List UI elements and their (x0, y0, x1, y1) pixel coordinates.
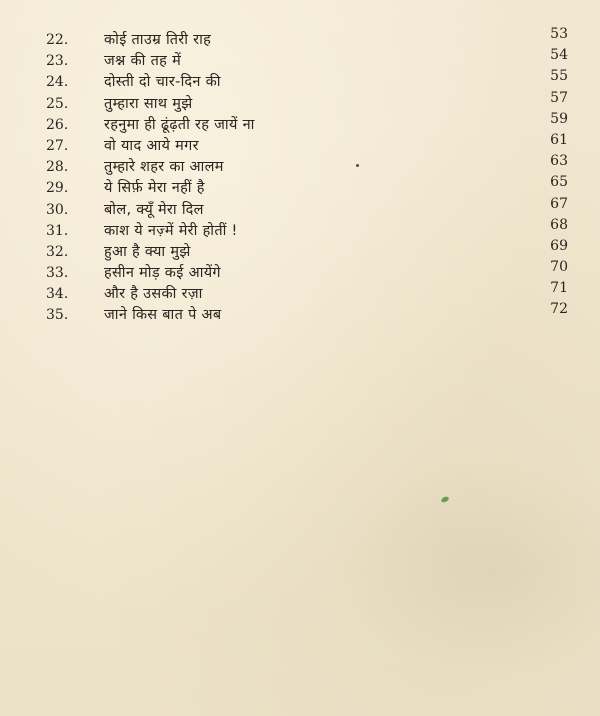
toc-entry (46, 26, 578, 51)
entry-title: हसीन मोड़ कई आयेंगे (104, 265, 221, 282)
toc-entry (46, 68, 578, 93)
entry-title: हुआ है क्या मुझे (104, 243, 191, 260)
entry-page-number: 68 (550, 216, 568, 233)
entry-number: 22. (46, 32, 69, 48)
toc-entry (46, 174, 578, 199)
entry-number: 28. (46, 159, 69, 176)
entry-title: कोई ताउम्र तिरी राह (104, 32, 212, 48)
ink-speck (356, 164, 359, 167)
entry-number: 35. (46, 307, 69, 324)
table-of-contents (46, 26, 578, 327)
entry-number: 29. (46, 180, 69, 197)
entry-page-number: 53 (550, 26, 568, 42)
entry-number: 32. (46, 243, 69, 260)
toc-entry (46, 237, 578, 263)
toc-entry (46, 280, 578, 305)
entry-title: वो याद आये मगर (104, 137, 199, 154)
entry-page-number: 67 (550, 195, 568, 212)
entry-page-number: 63 (550, 153, 568, 170)
entry-title: और है उसकी रज़ा (104, 286, 203, 303)
entry-number: 33. (46, 265, 69, 282)
entry-title: काश ये नज़्में मेरी होतीं ! (104, 222, 238, 239)
entry-number: 23. (46, 53, 69, 70)
entry-title: जश्न की तह में (104, 53, 182, 70)
entry-page-number: 72 (550, 301, 568, 318)
toc-entry (46, 131, 578, 157)
entry-title: तुम्हारा साथ मुझे (104, 95, 193, 112)
entry-page-number: 54 (550, 47, 568, 64)
entry-number: 25. (46, 95, 69, 112)
entry-title: बोल, क्यूँ मेरा दिल (104, 201, 204, 218)
entry-number: 34. (46, 286, 69, 303)
entry-title: तुम्हारे शहर का आलम (104, 159, 224, 176)
entry-title: ये सिर्फ़ मेरा नहीं है (104, 180, 205, 197)
toc-entry (46, 259, 578, 284)
entry-number: 27. (46, 137, 69, 154)
toc-entry (46, 153, 578, 178)
toc-entry (46, 110, 578, 136)
entry-page-number: 70 (550, 259, 568, 276)
entry-title: दोस्ती दो चार-दिन की (104, 74, 221, 91)
entry-number: 24. (46, 74, 69, 91)
entry-number: 31. (46, 222, 69, 239)
toc-entry (46, 301, 578, 326)
show-through-shadow (340, 460, 600, 680)
entry-page-number: 65 (550, 174, 568, 191)
toc-entry (46, 216, 578, 242)
entry-title: रहनुमा ही ढूंढ़ती रह जायें ना (104, 116, 255, 133)
toc-entry (46, 47, 578, 72)
entry-number: 26. (46, 116, 69, 133)
entry-page-number: 69 (550, 237, 568, 254)
entry-number: 30. (46, 201, 69, 218)
toc-entry (46, 89, 578, 115)
entry-page-number: 61 (550, 131, 568, 148)
entry-title: जाने किस बात पे अब (104, 307, 222, 324)
entry-page-number: 71 (550, 280, 568, 297)
entry-page-number: 57 (550, 89, 568, 106)
toc-entry (46, 195, 578, 221)
entry-page-number: 59 (550, 110, 568, 127)
entry-page-number: 55 (550, 68, 568, 85)
